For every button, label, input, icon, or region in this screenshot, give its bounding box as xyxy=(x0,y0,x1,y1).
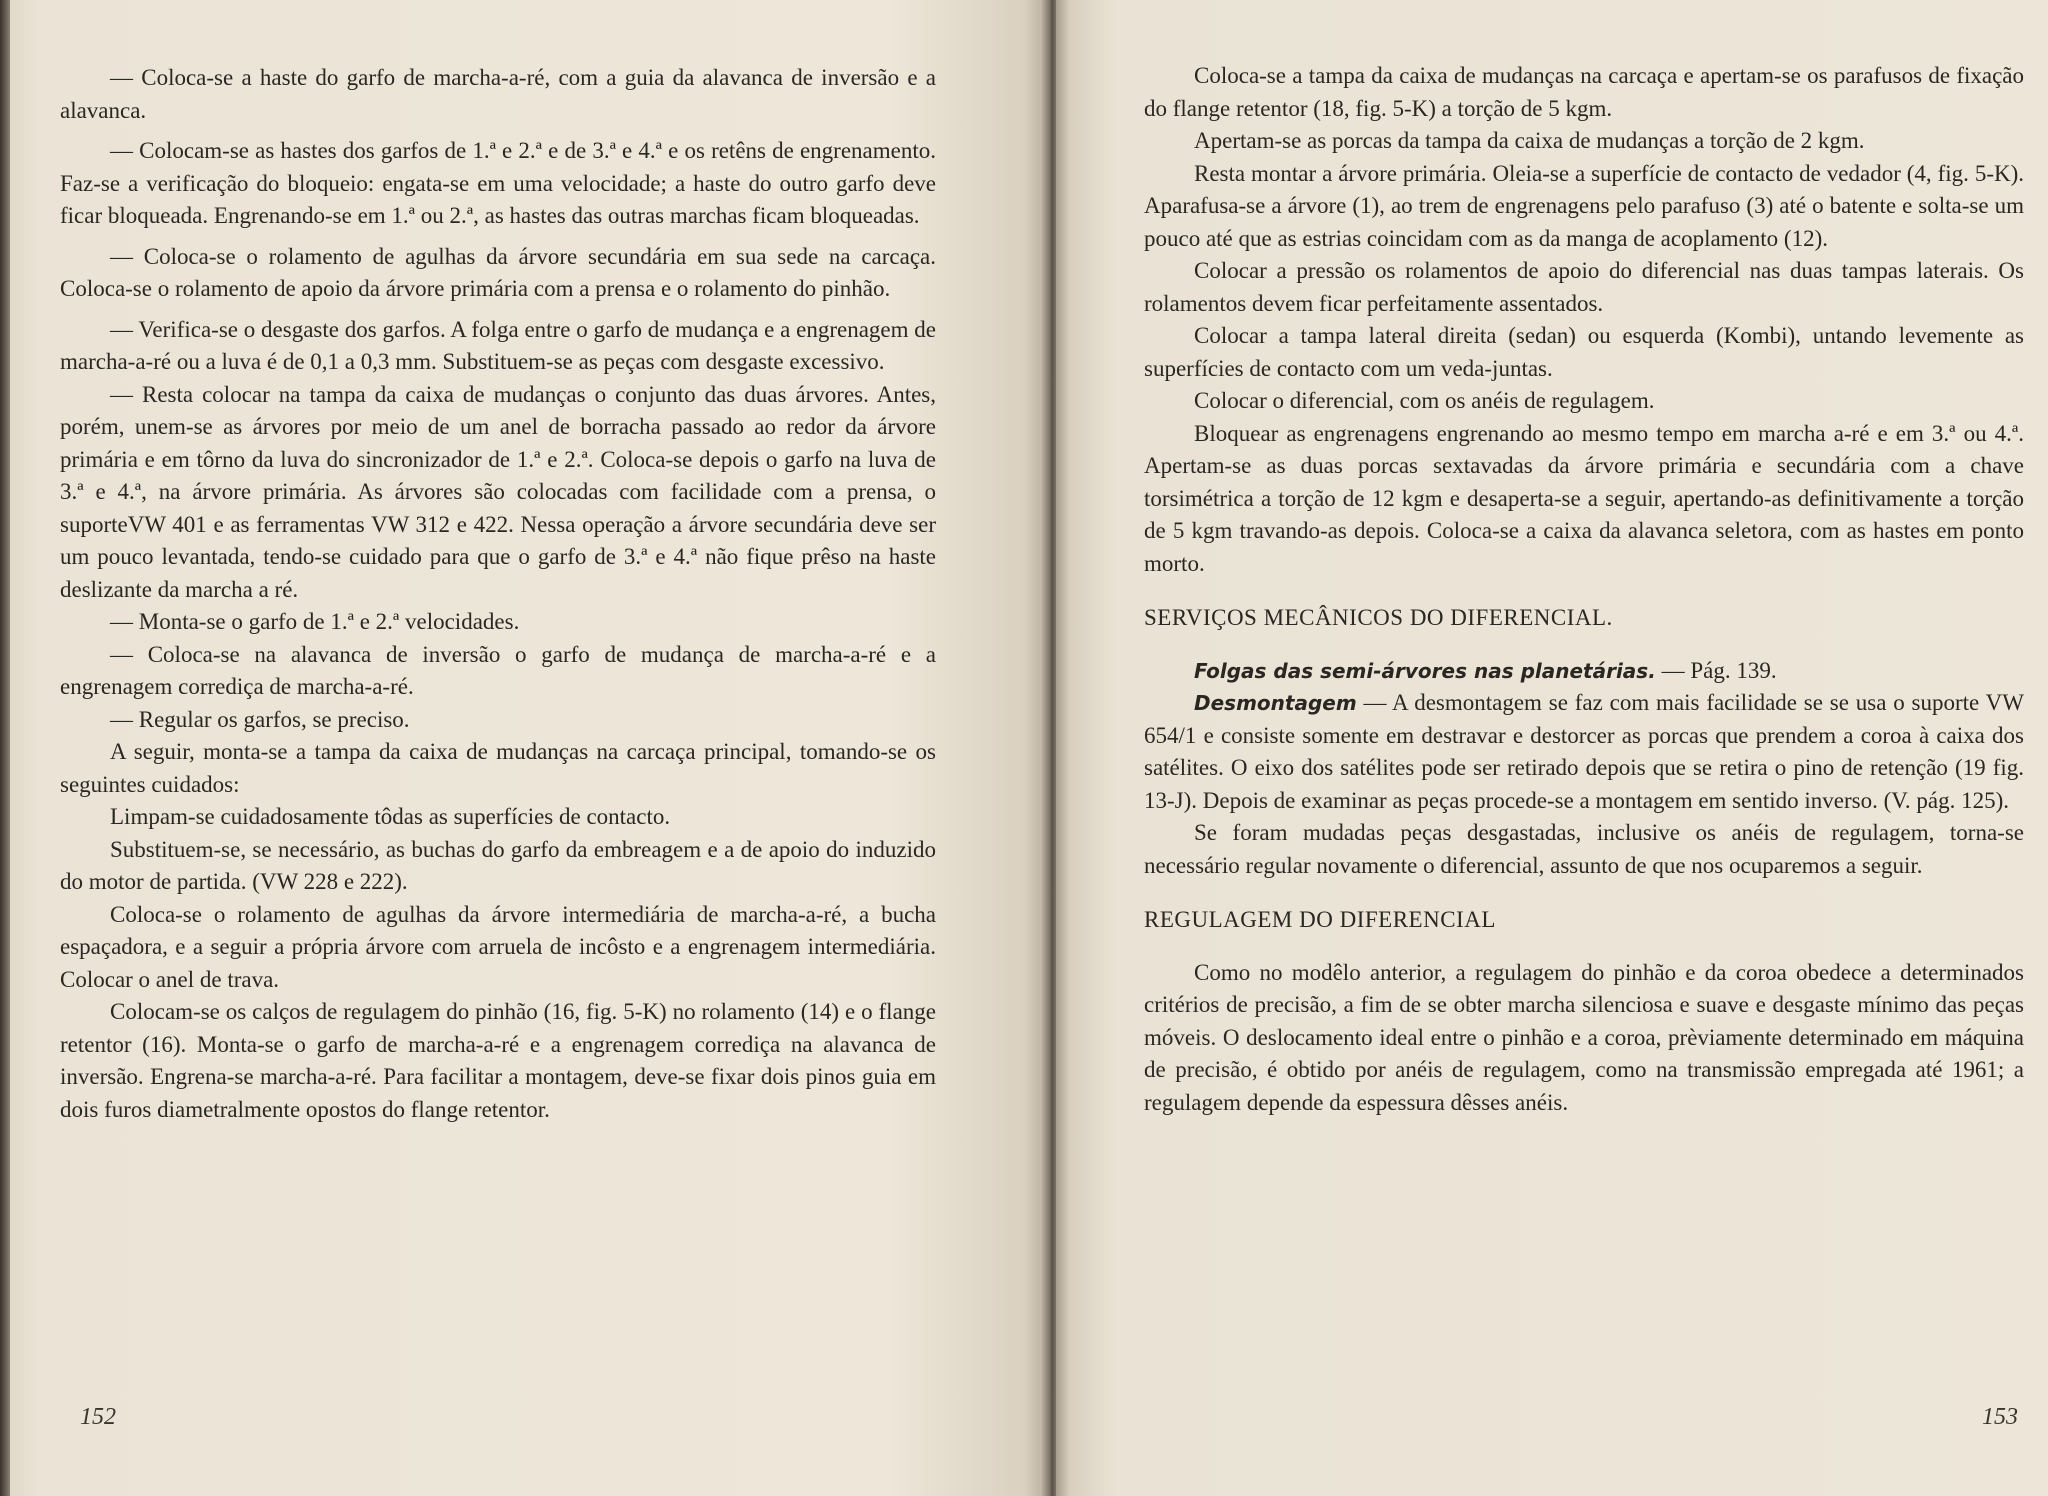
run-in-text: — A desmontagem se faz com mais facilidade se se usa o suporte VW 654/1 e consiste somente em destravar e destorcer as porcas que prendem a coroa à caixa dos satélites. O eixo dos satélites pode ser retirado depois que se retira o pino de retenção (19 fig. 13-J). Depois de examinar as peças procede-se a montagem em sentido inverso. (V. pág. 125). xyxy=(1144,690,2024,813)
run-in-label: Desmontagem xyxy=(1194,691,1357,715)
paragraph: — Colocam-se as hastes dos garfos de 1.ª e 2.ª e de 3.ª e 4.ª e os retêns de engrenamento. Faz-se a verificação do bloqueio: engata-se em uma velocidade; a haste do outro garfo deve ficar bloqueada. Engrenando-se em 1.ª ou 2.ª, as hastes das outras marchas ficam bloqueadas. xyxy=(60,138,936,228)
paragraph: — Monta-se o garfo de 1.ª e 2.ª velocidades. xyxy=(110,609,520,634)
paragraph: Bloquear as engrenagens engrenando ao mesmo tempo em marcha a-ré e em 3.ª ou 4.ª. Apertam-se as duas porcas sextavadas da árvore primária e secundária com a chave torsimétrica a torção de 12 kgm e desaperta-se a seguir, apertando-as definitivamente a torção de 5 kgm travando-as depois. Coloca-se a caixa da alavanca seletora, com as hastes em ponto morto. xyxy=(1144,420,2024,576)
paragraph: Colocar o diferencial, com os anéis de regulagem. xyxy=(1194,388,1655,413)
paragraph: — Coloca-se o rolamento de agulhas da árvore secundária em sua sede na carcaça. Coloca-se o rolamento de apoio da árvore primária com a prensa e o rolamento do pinhão. xyxy=(60,243,936,301)
paragraph-desmontagem xyxy=(1144,687,2024,817)
paragraph: — Verifica-se o desgaste dos garfos. A folga entre o garfo de mudança e a engrenagem de marcha-a-ré ou a luva é de 0,1 a 0,3 mm. Substituem-se as peças com desgaste excessivo. xyxy=(60,316,936,374)
paragraph: — Coloca-se a haste do garfo de marcha-a-ré, com a guia da alavanca de inversão e a alavanca. xyxy=(60,65,936,123)
paragraph: Se foram mudadas peças desgastadas, inclusive os anéis de regulagem, torna-se necessário regular novamente o diferencial, assunto de que nos ocuparemos a seguir. xyxy=(1144,820,2024,878)
paragraph-folgas xyxy=(1144,655,2024,688)
right-page xyxy=(1056,0,2048,1496)
paragraph: Coloca-se o rolamento de agulhas da árvore intermediária de marcha-a-ré, a bucha espaçadora, e a seguir a própria árvore com arruela de incôsto e a engrenagem intermediária. Colocar o anel de trava. xyxy=(60,901,936,992)
right-page-text xyxy=(1144,60,2024,1119)
paragraph: Como no modêlo anterior, a regulagem do pinhão e da coroa obedece a determinados critérios de precisão, a fim de se obter marcha silenciosa e suave e desgaste mínimo das peças móveis. O deslocamento ideal entre o pinhão e a coroa, prèviamente determinado em máquina de precisão, é obtido por anéis de regulagem, como na transmissão empregada até 1961; a regulagem depende da espessura dêsses anéis. xyxy=(1144,959,2024,1115)
paragraph: — Resta colocar na tampa da caixa de mudanças o conjunto das duas árvores. Antes, porém, unem-se as árvores por meio de um anel de borracha passado ao redor da árvore primária e em tôrno da luva do sincronizador de 1.ª e 2.ª. Coloca-se depois o garfo na luva de 3.ª e 4.ª, na árvore primária. As árvores são colocadas com facilidade com a prensa, o suporteVW 401 e as ferramentas VW 312 e 422. Nessa operação a árvore secundária deve ser um pouco levantada, tendo-se cuidado para que o garfo de 3.ª e 4.ª não fique prêso na haste deslizante da marcha a ré. xyxy=(60,381,936,602)
paragraph: Apertam-se as porcas da tampa da caixa de mudanças a torção de 2 kgm. xyxy=(1194,128,1865,153)
page-number: 152 xyxy=(80,1404,116,1430)
paragraph: Coloca-se a tampa da caixa de mudanças na carcaça e apertam-se os parafusos de fixação do flange retentor (18, fig. 5-K) a torção de 5 kgm. xyxy=(1144,63,2024,121)
paragraph: Substituem-se, se necessário, as buchas do garfo da embreagem e a de apoio do induzido do motor de partida. (VW 228 e 222). xyxy=(60,836,936,894)
section-heading: SERVIÇOS MECÂNICOS DO DIFERENCIAL. xyxy=(1144,605,1613,630)
book-edge-shadow xyxy=(0,0,10,1496)
paragraph: A seguir, monta-se a tampa da caixa de mudanças na carcaça principal, tomando-se os seguintes cuidados: xyxy=(60,739,936,797)
paragraph: Colocam-se os calços de regulagem do pinhão (16, fig. 5-K) no rolamento (14) e o flange retentor (16). Monta-se o garfo de marcha-a-ré e a engrenagem corrediça na alavanca de inversão. Engrena-se marcha-a-ré. Para facilitar a montagem, deve-se fixar dois pinos guia em dois furos diametralmente opostos do flange retentor. xyxy=(60,999,936,1122)
paragraph: Resta montar a árvore primária. Oleia-se a superfície de contacto de vedador (4, fig. 5-K). Aparafusa-se a árvore (1), ao trem de engrenagens pelo parafuso (3) até o batente e solta-se um pouco até que as estrias coincidam com as da manga de acoplamento (12). xyxy=(1144,160,2024,251)
paragraph: — Regular os garfos, se preciso. xyxy=(110,706,410,732)
left-page-text xyxy=(60,62,936,1126)
run-in-label: Folgas das semi-árvores nas planetárias. xyxy=(1194,658,1656,683)
run-in-text: — Pág. 139. xyxy=(1655,657,1777,683)
section-heading: REGULAGEM DO DIFERENCIAL xyxy=(1144,907,1496,932)
paragraph: Limpam-se cuidadosamente tôdas as superfícies de contacto. xyxy=(110,804,671,829)
paragraph: — Coloca-se na alavanca de inversão o garfo de mudança de marcha-a-ré e a engrenagem corrediça de marcha-a-ré. xyxy=(60,641,936,699)
paragraph: Colocar a tampa lateral direita (sedan) ou esquerda (Kombi), untando levemente as superfícies de contacto com um veda-juntas. xyxy=(1144,323,2024,381)
page-number: 153 xyxy=(1982,1404,2018,1430)
paragraph: Colocar a pressão os rolamentos de apoio do diferencial nas duas tampas laterais. Os rolamentos devem ficar perfeitamente assentados. xyxy=(1144,258,2024,316)
